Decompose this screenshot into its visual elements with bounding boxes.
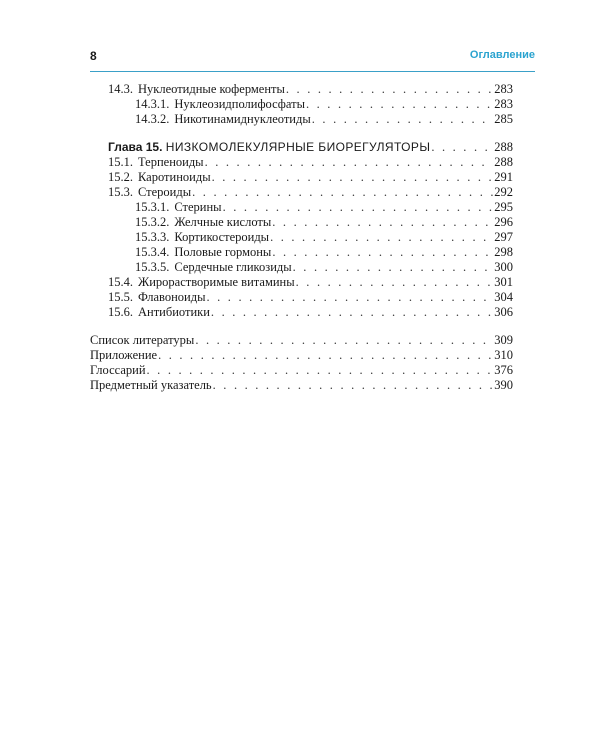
entry-number: 15.3. (108, 185, 133, 199)
toc-entry[interactable] (135, 230, 513, 245)
toc-chapter-entry[interactable] (108, 140, 513, 155)
entry-title: Стерины (174, 200, 222, 214)
toc-entry[interactable] (135, 112, 513, 127)
toc-entry[interactable] (108, 155, 513, 170)
dot-leader (195, 333, 493, 348)
dot-leader (223, 200, 494, 215)
dot-leader (147, 363, 494, 378)
toc-entry[interactable] (135, 200, 513, 215)
entry-page: 283 (494, 82, 513, 96)
dot-leader (270, 230, 493, 245)
dot-leader (212, 170, 494, 185)
entry-number: 15.5. (108, 290, 133, 304)
entry-title: Сердечные гликозиды (174, 260, 292, 274)
chapter-title: НИЗКОМОЛЕКУЛЯРНЫЕ БИОРЕГУЛЯТОРЫ (165, 140, 431, 154)
entry-number: 15.3.3. (135, 230, 170, 244)
entry-page: 304 (494, 290, 513, 304)
entry-title: Антибиотики (138, 305, 210, 319)
entry-page: 288 (494, 140, 513, 154)
toc-entry[interactable] (135, 260, 513, 275)
entry-page: 306 (494, 305, 513, 319)
toc-entry[interactable] (135, 245, 513, 260)
toc-entry[interactable] (90, 363, 513, 378)
entry-number: 15.4. (108, 275, 133, 289)
dot-leader (272, 215, 493, 230)
entry-number: 15.2. (108, 170, 133, 184)
entry-page: 291 (494, 170, 513, 184)
entry-page: 390 (494, 378, 513, 392)
entry-page: 292 (494, 185, 513, 199)
entry-title: Желчные кислоты (174, 215, 272, 229)
entry-number: 14.3.2. (135, 112, 170, 126)
toc-entry[interactable] (108, 290, 513, 305)
entry-title: Стероиды (138, 185, 192, 199)
entry-title: Никотинамиднуклеотиды (174, 112, 311, 126)
entry-title: Список литературы (90, 333, 195, 347)
entry-page: 300 (494, 260, 513, 274)
entry-page: 295 (494, 200, 513, 214)
chapter-prefix: Глава 15. (108, 140, 163, 154)
entry-title: Глоссарий (90, 363, 146, 377)
toc-entry[interactable] (108, 185, 513, 200)
entry-number: 15.1. (108, 155, 133, 169)
toc-entry[interactable] (135, 215, 513, 230)
entry-title: Кортикостероиды (174, 230, 270, 244)
toc-entry[interactable] (90, 378, 513, 393)
entry-page: 298 (494, 245, 513, 259)
entry-page: 296 (494, 215, 513, 229)
dot-leader (293, 260, 494, 275)
entry-page: 376 (494, 363, 513, 377)
entry-page: 297 (494, 230, 513, 244)
dot-leader (192, 185, 493, 200)
entry-title: Флавоноиды (138, 290, 206, 304)
entry-page: 288 (494, 155, 513, 169)
entry-page: 309 (494, 333, 513, 347)
entry-number: 15.3.2. (135, 215, 170, 229)
dot-leader (312, 112, 493, 127)
entry-title: Каротиноиды (138, 170, 211, 184)
dot-leader (205, 155, 494, 170)
toc-entry[interactable] (108, 82, 513, 97)
entry-title: Нуклеотидные коферменты (138, 82, 285, 96)
toc-entry[interactable] (108, 305, 513, 320)
entry-number: 15.3.5. (135, 260, 170, 274)
dot-leader (158, 348, 493, 363)
dot-leader (431, 140, 493, 155)
toc-entry[interactable] (135, 97, 513, 112)
dot-leader (306, 97, 493, 112)
toc-entry[interactable] (108, 170, 513, 185)
entry-title: Приложение (90, 348, 158, 362)
entry-title: Половые гормоны (174, 245, 272, 259)
dot-leader (207, 290, 494, 305)
page-number: 8 (90, 49, 97, 63)
toc-entry[interactable] (90, 333, 513, 348)
section-title: Оглавление (469, 49, 535, 61)
entry-number: 15.6. (108, 305, 133, 319)
entry-title: Предметный указатель (90, 378, 212, 392)
dot-leader (296, 275, 494, 290)
entry-title: Терпеноиды (138, 155, 204, 169)
entry-page: 285 (494, 112, 513, 126)
entry-title: Жирорастворимые витамины (138, 275, 295, 289)
entry-page: 283 (494, 97, 513, 111)
entry-page: 301 (494, 275, 513, 289)
toc-entry[interactable] (90, 348, 513, 363)
entry-number: 15.3.1. (135, 200, 170, 214)
dot-leader (211, 305, 493, 320)
dot-leader (272, 245, 493, 260)
toc-entry[interactable] (108, 275, 513, 290)
entry-page: 310 (494, 348, 513, 362)
entry-number: 14.3.1. (135, 97, 170, 111)
entry-number: 15.3.4. (135, 245, 170, 259)
entry-number: 14.3. (108, 82, 133, 96)
entry-title: Нуклеозидполифосфаты (174, 97, 305, 111)
dot-leader (286, 82, 493, 97)
dot-leader (213, 378, 494, 393)
